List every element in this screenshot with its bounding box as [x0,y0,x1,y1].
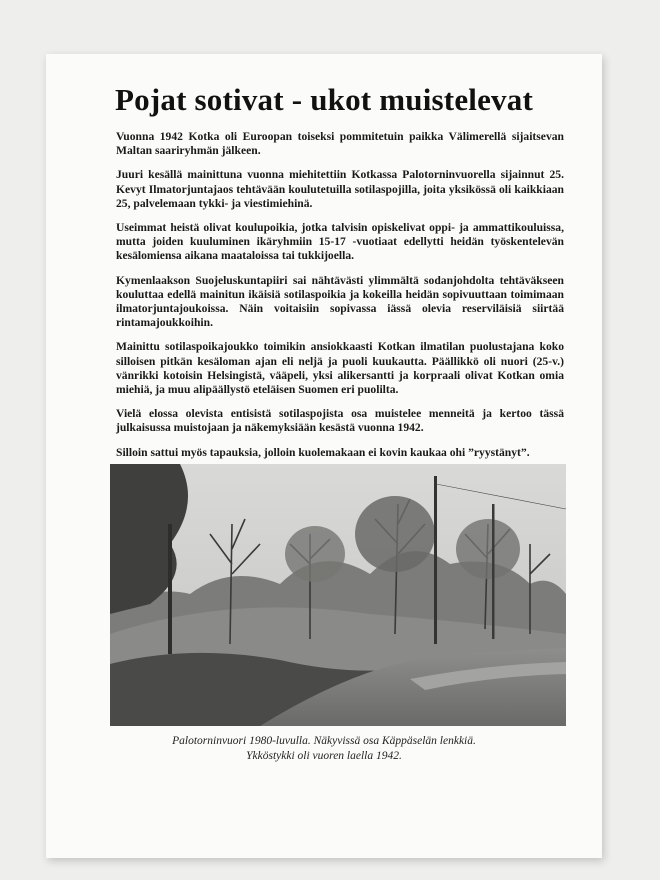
paragraph-3: Useimmat heistä olivat koulupoikia, jotka talvisin opiskelivat oppi- ja ammattikouluissa, mutta joiden kuuluminen ikäryhmiin 15-17 -vuotiaat edellytti heidän työskentelevän kesälomiensa aikana maataloissa tai tukkijoella. [116,221,564,263]
paragraph-6: Vielä elossa olevista entisistä sotilaspojista osa muistelee menneitä ja kertoo tässä julkaisussa muistojaan ja näkemyksiään kesästä vuonna 1942. [116,407,564,435]
body-text [116,130,564,470]
paragraph-2: Juuri kesällä mainittuna vuonna miehitettiin Kotkassa Palotorninvuorella sijainnut 25. Kevyt Ilmatorjuntajaos tehtävään koulutetuilla sotilaspojilla, joita yksikössä oli kaikkiaan 25, palvelemaan tykki- ja viestimiehinä. [116,168,564,210]
caption-line-1: Palotorninvuori 1980-luvulla. Näkyvissä osa Käppäselän lenkkiä. [172,735,476,747]
paragraph-4: Kymenlaakson Suojeluskuntapiiri sai nähtävästi ylimmältä sodanjohdolta tehtäväkseen kouluttaa edellä mainitun ikäisiä sotilaspoikia ja kokeilla heidän sopivuuttaan toimimaan ilmatorjuntajoukoissa. Näin voitaisiin sopivassa iässä olevia reserviläisiä siirtää rintamajoukkoihin. [116,273,564,330]
paragraph-5: Mainittu sotilaspoikajoukko toimikin ansiokkaasti Kotkan ilmatilan puolustajana koko silloisen pitkän kesäloman ajan eli neljä ja puoli kuukautta. Päällikkö oli nuori (25-v.) vänrikki kotoisin Helsingistä, vääpeli, yksi alikersantti ja korpraali olivat Kotkan omia miehiä, ja muu alipäällystö eteläisen Suomen eri puolilta. [116,340,564,397]
caption-line-2: Ykköstykki oli vuoren laella 1942. [246,749,402,762]
page-title: Pojat sotivat - ukot muistelevat [115,82,533,117]
paragraph-7: Silloin sattui myös tapauksia, jolloin kuolemakaan ei kovin kaukaa ohi ”ryystänyt”. [116,445,530,459]
photo-caption [46,734,602,763]
landscape-photo [110,464,566,726]
paragraph-1: Vuonna 1942 Kotka oli Euroopan toiseksi pommitetuin paikka Välimerellä sijaitsevan Maltan saariryhmän jälkeen. [116,130,564,158]
book-back-cover [46,54,602,858]
